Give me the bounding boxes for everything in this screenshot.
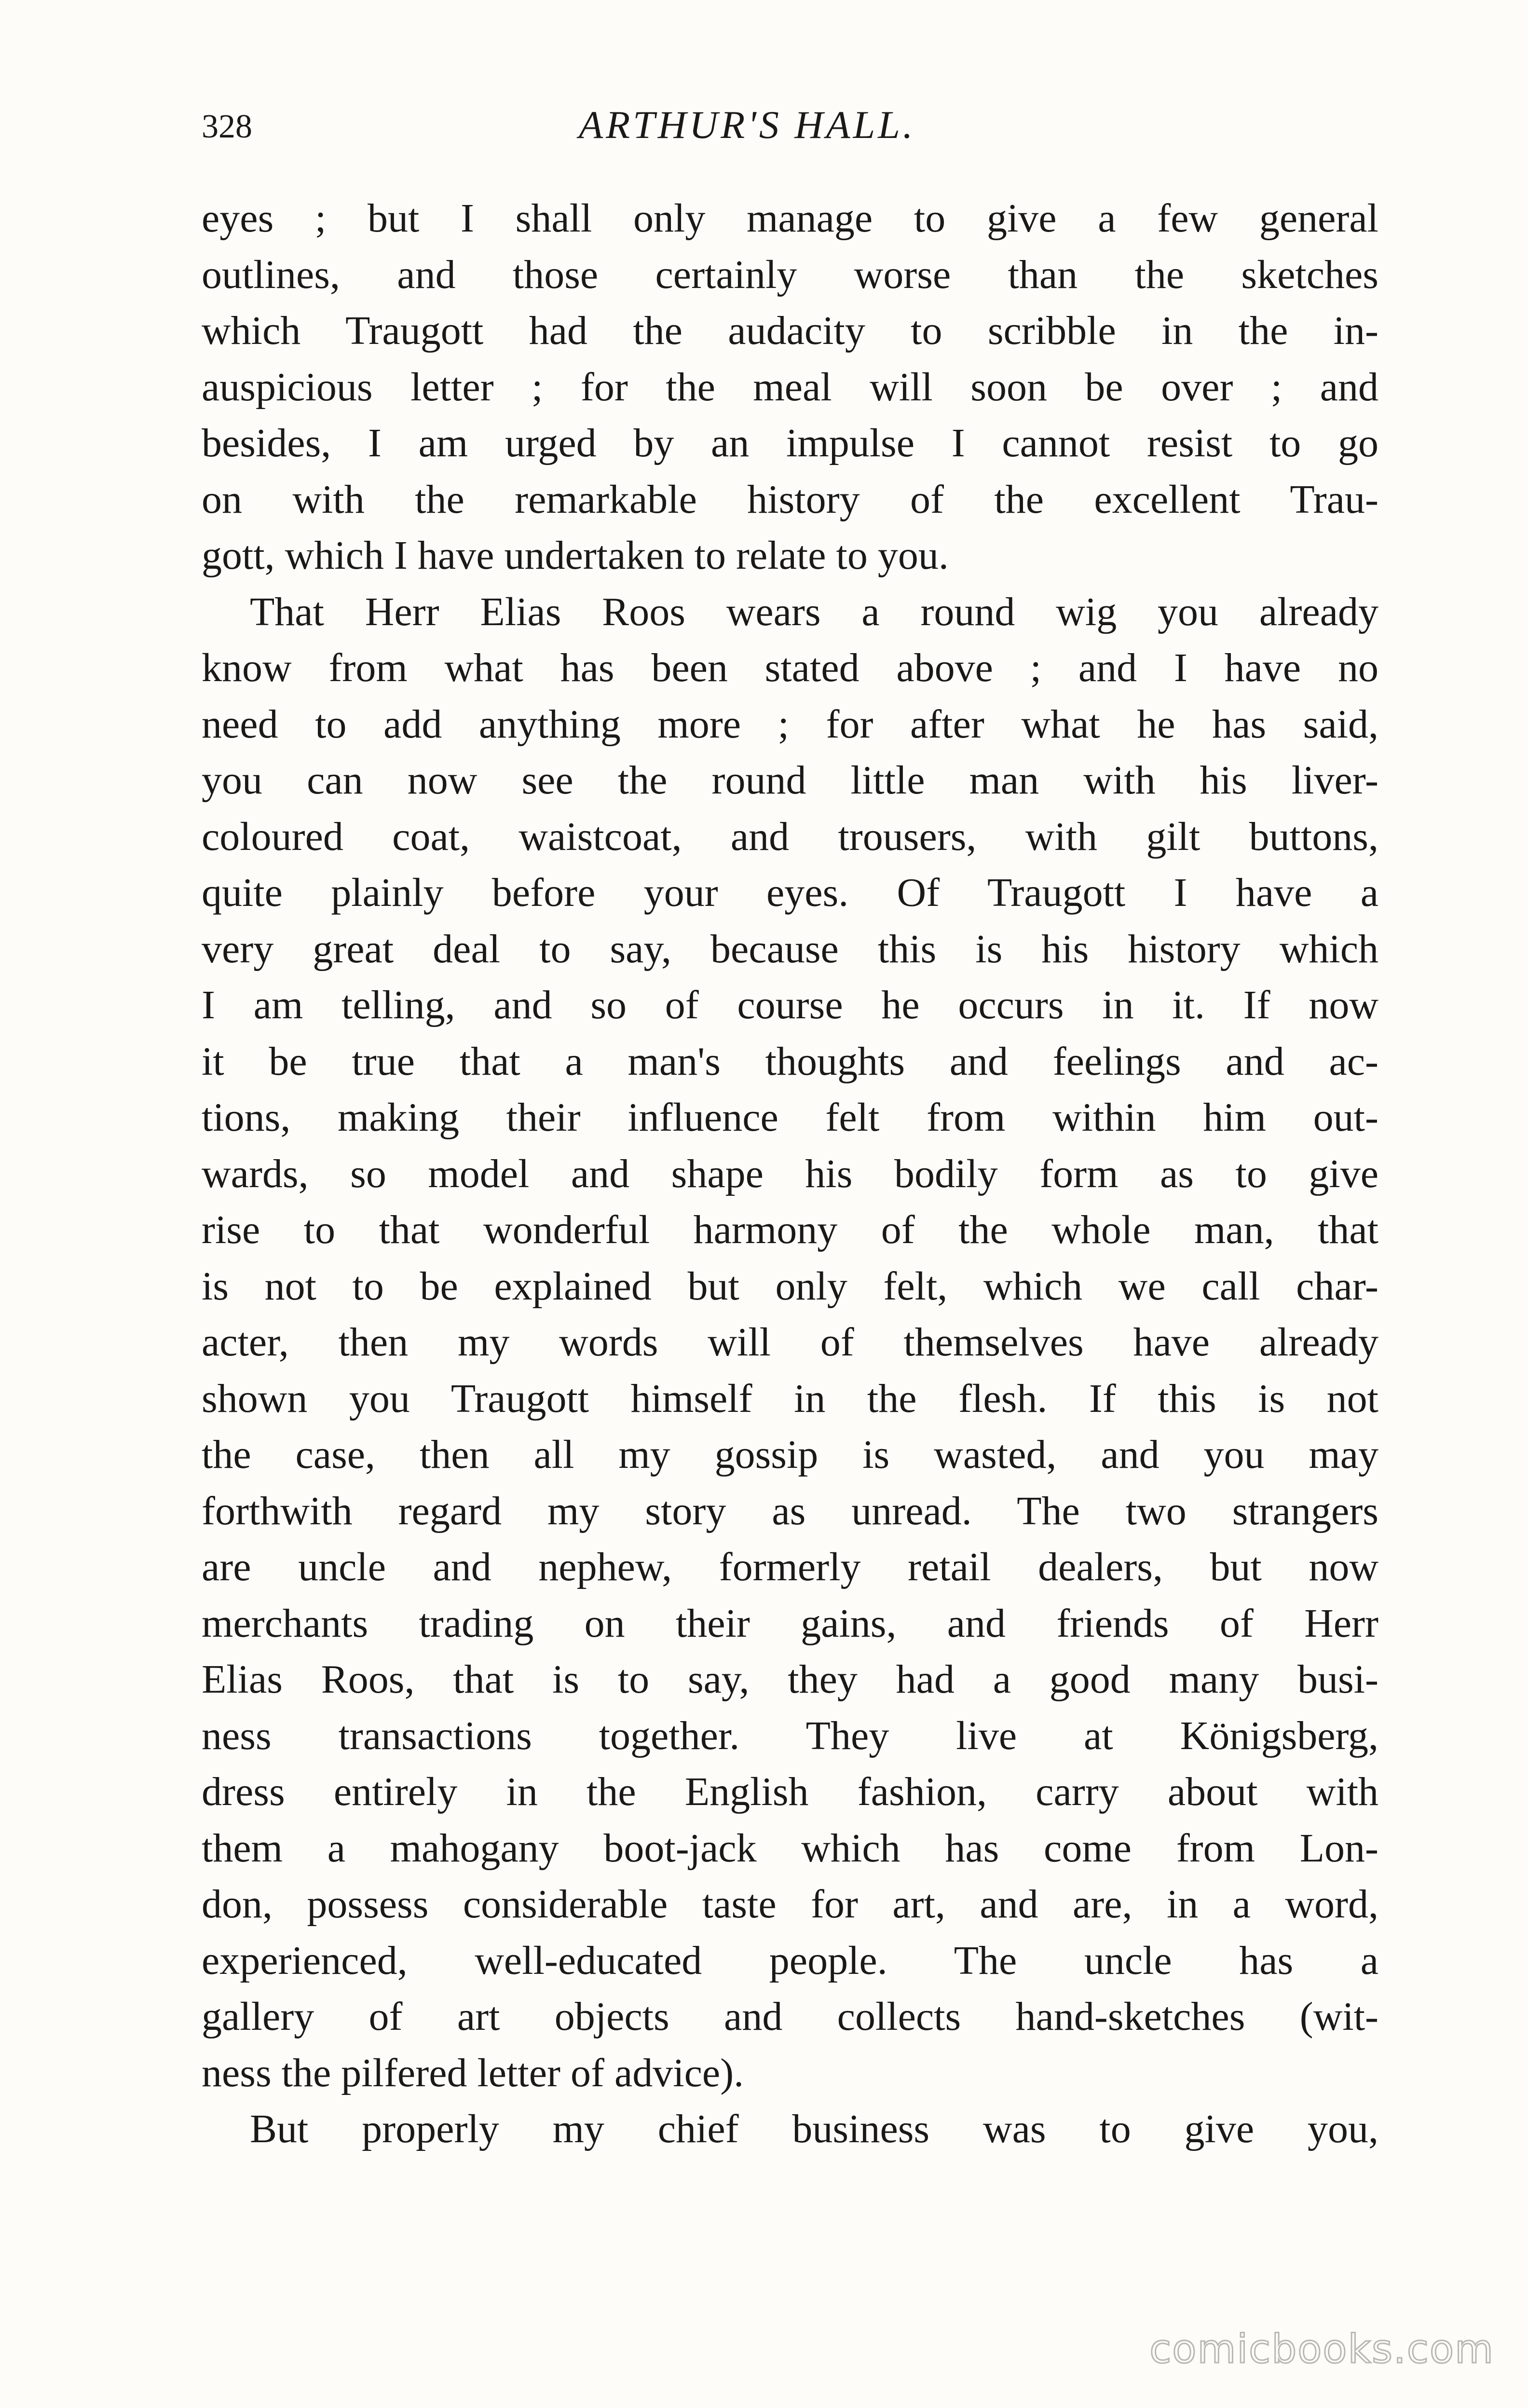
- text-line: rise to that wonderful harmony of the whole man, that: [202, 1207, 1378, 1252]
- text-line: experienced, well-educated people. The uncle has a: [202, 1938, 1378, 1983]
- text-line: That Herr Elias Roos wears a round wig you already: [250, 589, 1378, 634]
- text-line: ness transactions together. They live at Königsberg,: [202, 1713, 1378, 1758]
- text-line: are uncle and nephew, formerly retail dealers, but now: [202, 1545, 1378, 1589]
- watermark: comicbooks.com: [1149, 2326, 1494, 2372]
- text-line: acter, then my words will of themselves have already: [202, 1320, 1378, 1365]
- text-line: ness the pilfered letter of advice).: [202, 2050, 744, 2095]
- running-head: ARTHUR'S HALL.: [579, 103, 916, 147]
- text-line: forthwith regard my story as unread. The two strangers: [202, 1488, 1378, 1533]
- text-line: eyes ; but I shall only manage to give a few general: [202, 196, 1378, 241]
- text-line: tions, making their influence felt from within him out-: [202, 1095, 1378, 1140]
- text-line: besides, I am urged by an impulse I cannot resist to go: [202, 421, 1378, 465]
- text-line: don, possess considerable taste for art, and are, in a word,: [202, 1882, 1378, 1927]
- text-line: quite plainly before your eyes. Of Traugott I have a: [202, 870, 1378, 915]
- text-line: is not to be explained but only felt, which we call char-: [202, 1263, 1378, 1309]
- text-line: I am telling, and so of course he occurs in it. If now: [202, 983, 1378, 1027]
- text-line: the case, then all my gossip is wasted, and you may: [202, 1432, 1378, 1477]
- text-line: very great deal to say, because this is his history which: [202, 926, 1378, 971]
- text-line: gott, which I have undertaken to relate to you.: [202, 533, 949, 578]
- body-text: [202, 191, 1378, 2158]
- text-line: on with the remarkable history of the excellent Trau-: [202, 477, 1378, 522]
- text-line: know from what has been stated above ; and I have no: [202, 645, 1378, 690]
- text-line: merchants trading on their gains, and friends of Herr: [202, 1601, 1378, 1646]
- text-line: you can now see the round little man with his liver-: [202, 758, 1378, 803]
- text-line: need to add anything more ; for after what he has said,: [202, 701, 1378, 747]
- text-line: it be true that a man's thoughts and feelings and ac-: [202, 1039, 1378, 1084]
- text-line: them a mahogany boot-jack which has come from Lon-: [202, 1825, 1378, 1871]
- text-line: coloured coat, waistcoat, and trousers, with gilt buttons,: [202, 814, 1378, 859]
- text-line: which Traugott had the audacity to scribble in the in-: [202, 308, 1378, 353]
- text-line: auspicious letter ; for the meal will soon be over ; and: [202, 364, 1378, 410]
- text-line: dress entirely in the English fashion, carry about with: [202, 1769, 1378, 1814]
- text-line: gallery of art objects and collects hand-sketches (wit-: [202, 1994, 1378, 2039]
- page-number: 328: [202, 108, 252, 145]
- text-line: But properly my chief business was to give you,: [250, 2107, 1378, 2151]
- text-line: Elias Roos, that is to say, they had a good many busi-: [202, 1657, 1378, 1702]
- text-line: shown you Traugott himself in the flesh. If this is not: [202, 1376, 1378, 1421]
- text-line: wards, so model and shape his bodily form as to give: [202, 1151, 1378, 1196]
- text-line: outlines, and those certainly worse than the sketches: [202, 252, 1378, 297]
